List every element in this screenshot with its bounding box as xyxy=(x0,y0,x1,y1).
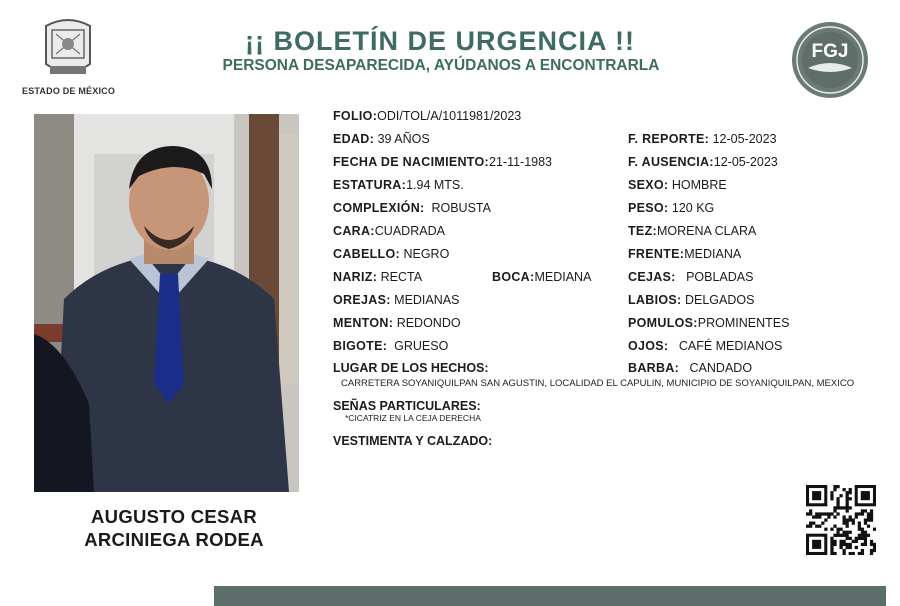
field-folio: FOLIO:ODI/TOL/A/1011981/2023 xyxy=(333,109,522,123)
field-labios: LABIOS: DELGADOS xyxy=(628,293,755,307)
field-cejas: CEJAS: POBLADAS xyxy=(628,270,754,284)
state-label: ESTADO DE MÉXICO xyxy=(22,86,116,96)
field-cara: CARA:CUADRADA xyxy=(333,224,445,238)
field-ojos: OJOS: CAFÉ MEDIANOS xyxy=(628,339,783,353)
person-name-line1: AUGUSTO CESAR xyxy=(91,506,257,527)
field-vestimenta-label: VESTIMENTA Y CALZADO: xyxy=(333,434,493,448)
field-senas-value: *CICATRIZ EN LA CEJA DERECHA xyxy=(345,413,481,423)
field-fecha-nacimiento: FECHA DE NACIMIENTO:21-11-1983 xyxy=(333,155,553,169)
page-title: ¡¡ BOLETÍN DE URGENCIA !! xyxy=(245,26,635,56)
field-frente: FRENTE:MEDIANA xyxy=(628,247,742,261)
field-senas-label: SEÑAS PARTICULARES: xyxy=(333,399,481,413)
field-menton: MENTON: REDONDO xyxy=(333,316,461,330)
field-fecha-reporte: F. REPORTE: 12-05-2023 xyxy=(628,132,777,146)
field-bigote: BIGOTE: GRUESO xyxy=(333,339,449,353)
field-lugar-value: CARRETERA SOYANIQUILPAN SAN AGUSTIN, LOCALIDAD EL CAPULIN, MUNICIPIO DE SOYANIQUILPAN, MEXICO xyxy=(341,378,855,389)
field-fecha-ausencia: F. AUSENCIA:12-05-2023 xyxy=(628,155,778,169)
fgj-seal-icon xyxy=(790,20,870,100)
field-edad: EDAD: 39 AÑOS xyxy=(333,132,430,146)
field-sexo: SEXO: HOMBRE xyxy=(628,178,727,192)
field-pomulos: POMULOS:PROMINENTES xyxy=(628,316,790,330)
field-tez: TEZ:MORENA CLARA xyxy=(628,224,757,238)
field-peso: PESO: 120 KG xyxy=(628,201,715,215)
field-estatura: ESTATURA:1.94 MTS. xyxy=(333,178,464,192)
person-photo xyxy=(34,114,299,492)
field-cabello: CABELLO: NEGRO xyxy=(333,247,450,261)
field-complexion: COMPLEXIÓN: ROBUSTA xyxy=(333,201,491,215)
field-boca: BOCA:MEDIANA xyxy=(492,270,592,284)
qr-code-icon[interactable] xyxy=(806,485,876,555)
person-name-line2: ARCINIEGA RODEA xyxy=(84,529,264,550)
field-barba: BARBA: CANDADO xyxy=(628,361,753,375)
page-subtitle: PERSONA DESAPARECIDA, AYÚDANOS A ENCONTRARLA xyxy=(222,57,660,74)
field-nariz: NARIZ: RECTA xyxy=(333,270,423,284)
footer-bar xyxy=(214,586,886,606)
field-orejas: OREJAS: MEDIANAS xyxy=(333,293,460,307)
fgj-seal-text: FGJ xyxy=(811,41,849,62)
field-lugar-label: LUGAR DE LOS HECHOS: xyxy=(333,361,489,375)
